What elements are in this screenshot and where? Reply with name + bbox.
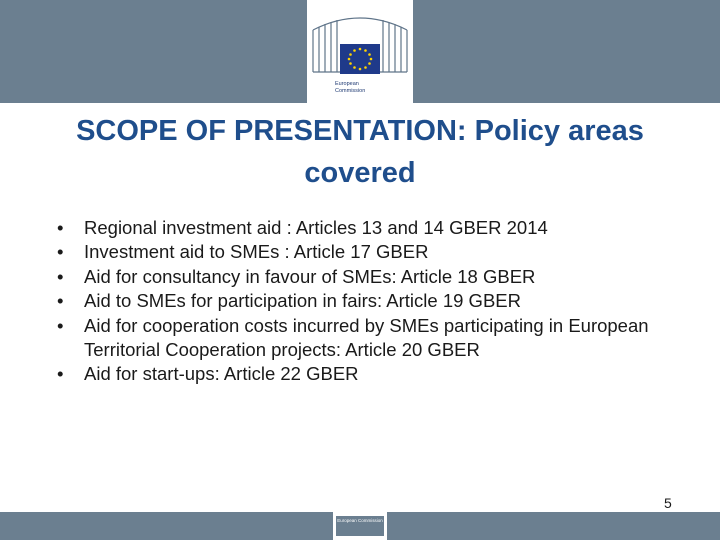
page-number: 5 <box>664 495 672 511</box>
bullet-item <box>57 289 697 313</box>
bullet-marker: • <box>57 314 64 336</box>
logo-wordmark <box>335 81 395 94</box>
bullet-text: Aid for consultancy in favour of SMEs: Article 18 GBER <box>84 265 536 287</box>
logo-text-line1: European <box>335 81 359 87</box>
bullet-list <box>57 216 697 387</box>
bullet-item <box>57 314 697 363</box>
footer-logo-text: European Commission <box>336 516 384 536</box>
logo-text-line2: Commission <box>335 87 366 94</box>
footer-logo <box>333 512 387 540</box>
bullet-item <box>57 265 697 289</box>
european-commission-logo <box>307 0 413 103</box>
bullet-marker: • <box>57 265 64 287</box>
slide-title: SCOPE OF PRESENTATION: Policy areas covered <box>76 115 644 189</box>
bullet-text: Regional investment aid : Articles 13 and 14 GBER 2014 <box>84 217 548 238</box>
bullet-text: Aid for start-ups: Article 22 GBER <box>84 363 359 385</box>
bullet-marker: • <box>57 241 64 263</box>
bullet-marker: • <box>57 290 64 312</box>
bullet-text: Aid to SMEs for participation in fairs: Article 19 GBER <box>84 290 521 312</box>
bullet-marker: • <box>57 217 64 238</box>
bullet-text: Investment aid to SMEs : Article 17 GBER <box>84 241 429 263</box>
bullet-item <box>57 216 697 240</box>
bullet-item <box>57 240 697 264</box>
bullet-text: Aid for cooperation costs incurred by SMEs participating in European Territorial Cooperation projects: Article 20 GBER <box>84 314 649 361</box>
bullet-item <box>57 362 697 386</box>
bullet-marker: • <box>57 363 64 385</box>
